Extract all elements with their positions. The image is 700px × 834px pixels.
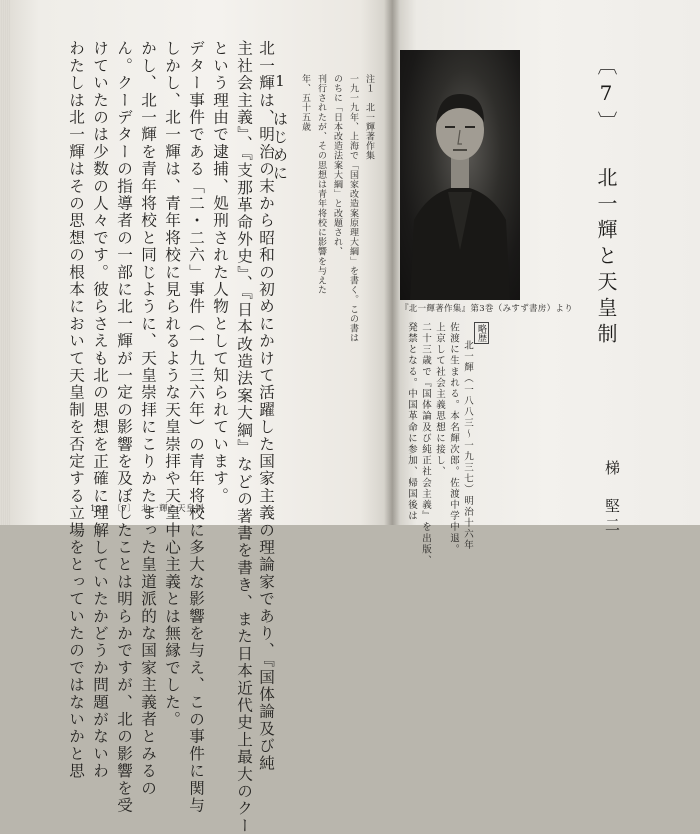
section-heading: 1 はじめに [271,72,289,183]
body-text-line: 主社会主義』、『支那革命外史』、『日本改造法案大綱』などの著書を書き、また日本近代史上最大のクー [235,40,253,834]
bio-line: 発禁となる。中国革命に参加、帰国後は [406,322,417,522]
author-name: 梯 堅二 [603,460,621,536]
body-text-line: という理由で逮捕、処刑された人物として知られています。 [211,40,229,505]
portrait-figure-icon [400,50,520,300]
bio-line: 佐渡に生まれる。本名輝次郎。佐渡中学中退。 [448,322,459,556]
body-text-line: ん。クーデターの指導者の一部に北一輝が一定の影響を及ぼしたことは明らかですが、北の影響を受 [115,40,133,814]
photo-caption: 『北一輝著作集』第3巻（みすず書房）より [400,304,573,314]
body-text-line: わたしは北一輝はその思想の根本において天皇制を否定する立場をとっていたのではないかと思 [67,40,85,780]
chapter-title: 〔7〕 北一輝と天皇制 [594,55,618,349]
body-text-line: かし、北一輝を青年将校と同じように、天皇崇拝にこりかたまった皇道派的な国家主義者とみるの [139,40,157,797]
bio-line: 二十三歳で『国体論及び純正社会主義』を出版、 [420,322,431,567]
page-footer: 127 〔7〕 北一輝と天皇制 [90,504,205,514]
note-line: 一九一九年、上海で「国家改造案原理大綱」を書く。この書は [348,74,358,343]
note-line: 年、五十五歳 [300,74,310,132]
bio-line: 上京して社会主義思想に接し、 [434,322,445,478]
body-text-line: けていたのは少数の人々です。彼らさえも北の思想を正確に理解していたかどうか問題がないわ [91,40,109,780]
portrait-photo [400,50,520,300]
body-text-line: デター事件である「二・二六」事件（一九三六年）の青年将校に多大な影響を与え、この事件に関与 [187,40,205,814]
note-line: 刊行されたが、その思想は青年将校に影響を与えた [316,74,326,295]
note-line: 注１ 北一輝著作集 [364,74,374,161]
page-edges [0,0,10,525]
book-gutter [384,0,400,525]
note-line: のちに「日本改造法案大綱」と改題され、 [332,74,342,257]
bio-label: 略歴 [474,322,489,344]
bio-line: 北一輝（一八八三〜一九三七）明治十六年 [462,340,473,551]
body-text-line: しかし、北一輝は、青年将校に見られるような天皇崇拝や天皇中心主義とは無縁でした。 [163,40,181,728]
body-text-line: 北一輝は、明治の末から昭和の初めにかけて活躍した国家主義の理論家であり、『国体論及び純 [257,40,275,772]
